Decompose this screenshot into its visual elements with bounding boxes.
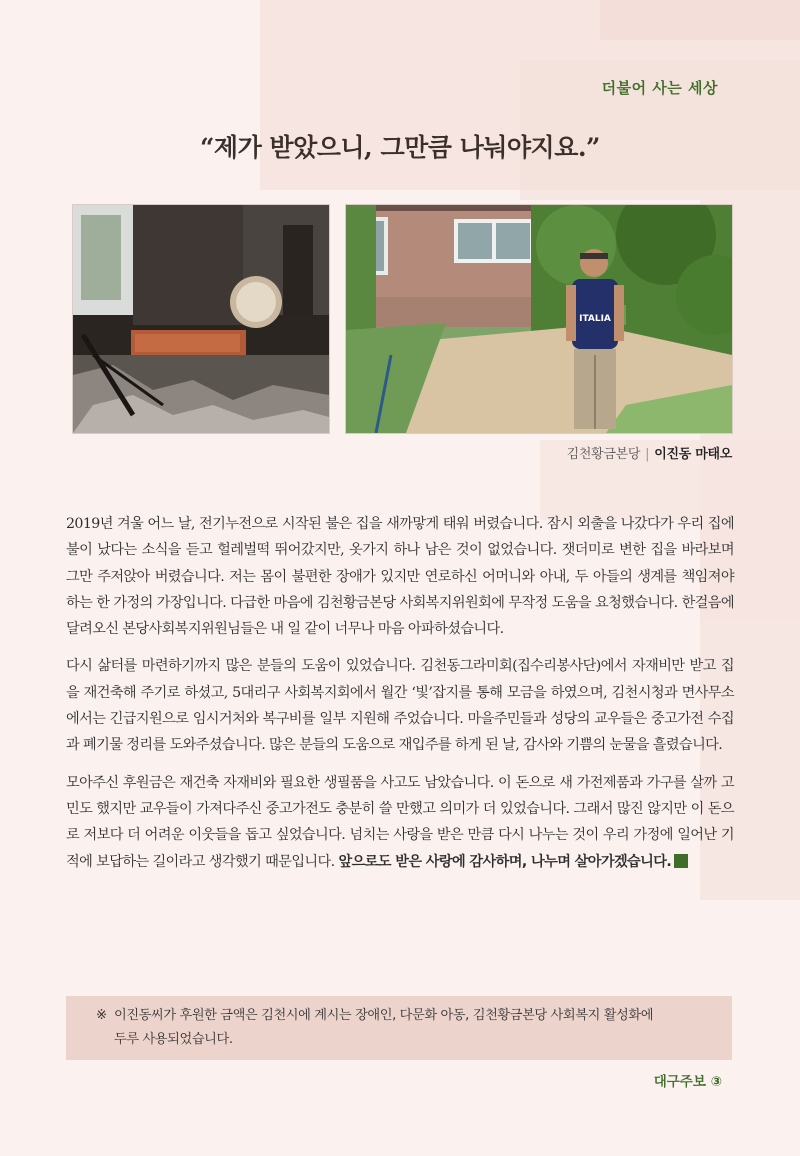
caption-separator: | bbox=[645, 447, 650, 462]
reference-mark-icon: ※ bbox=[96, 1008, 107, 1023]
article-paragraph-1: 2019년 겨울 어느 날, 전기누전으로 시작된 불은 집을 새까맣게 태워 버렸습니다. 잠시 외출을 나갔다가 우리 집에 불이 났다는 소식을 듣고 헐레벌떡 뛰어갔지만, 옷가지 하나 남은 것이 없었습니다. 잿더미로 변한 집을 바라보며 그만 주저앉아 버렸습니다. 저는 몸이 불편한 장애가 있지만 연로하신 어머니와 아내, 두 아들의 생계를 책임져야 하는 한 가정의 가장입니다. 다급한 마음에 김천황금본당 사회복지위원회에 무작정 도움을 요청했습니다. 한걸음에 달려오신 본당사회복지위원님들은 내 일 같이 너무나 마음 아파하셨습니다. bbox=[66, 516, 734, 638]
article-paragraph-2: 다시 삶터를 마련하기까지 많은 분들의 도움이 있었습니다. 김천동그라미회(집수리봉사단)에서 자재비만 받고 집을 재건축해 주기로 하셨고, 5대리구 사회복지회에서 월간 ‘빛’잡지를 통해 모금을 하였으며, 김천시청과 면사무소에서는 긴급지원으로 임시거처와 복구비를 일부 지원해 주었습니다. 마을주민들과 성당의 교우들은 중고가전 수집과 폐기물 정리를 도와주셨습니다. 많은 분들의 도움으로 재입주를 하게 된 날, 감사와 기쁨의 눈물을 흘렸습니다. bbox=[66, 658, 734, 754]
burned-room-photo bbox=[72, 204, 330, 434]
article-body bbox=[66, 511, 734, 886]
caption-parish: 김천황금본당 bbox=[566, 447, 641, 462]
footnote-box bbox=[66, 996, 732, 1060]
footnote-line-1 bbox=[96, 1004, 702, 1028]
section-label: 더불어 사는 세상 bbox=[601, 79, 718, 97]
man-standing-photo bbox=[345, 204, 733, 434]
footnote-line-2: 두루 사용되었습니다. bbox=[114, 1032, 233, 1047]
article-paragraph-3 bbox=[66, 770, 734, 875]
shirt-text: ITALIA bbox=[579, 314, 611, 324]
article-paragraph-3-text: 모아주신 후원금은 재건축 자재비와 필요한 생필품을 사고도 남았습니다. 이 돈으로 새 가전제품과 가구를 살까 고민도 했지만 교우들이 가져다주신 중고가전도 충분히 쓸 만했고 의미가 더 있었습니다. 그래서 많진 않지만 이 돈으로 저보다 더 어려운 이웃들을 돕고 싶었습니다. 넘치는 사랑을 받은 만큼 다시 나누는 것이 우리 가정에 일어난 기적에 보답하는 길이라고 생각했기 때문입니다. bbox=[66, 774, 734, 870]
publication-label: 대구주보 ③ bbox=[653, 1074, 722, 1090]
caption-person: 이진동 마태오 bbox=[654, 447, 732, 462]
end-mark-icon bbox=[674, 854, 688, 868]
photo-caption bbox=[567, 443, 732, 462]
footnote-text-1: 이진동씨가 후원한 금액은 김천시에 계시는 장애인, 다문화 아동, 김천황금본당 사회복지 활성화에 bbox=[114, 1008, 654, 1023]
article-headline: “제가 받았으니, 그만큼 나눠야지요.” bbox=[200, 133, 600, 162]
article-closing-bold: 앞으로도 받은 사랑에 감사하며, 나누며 살아가겠습니다. bbox=[338, 853, 672, 870]
